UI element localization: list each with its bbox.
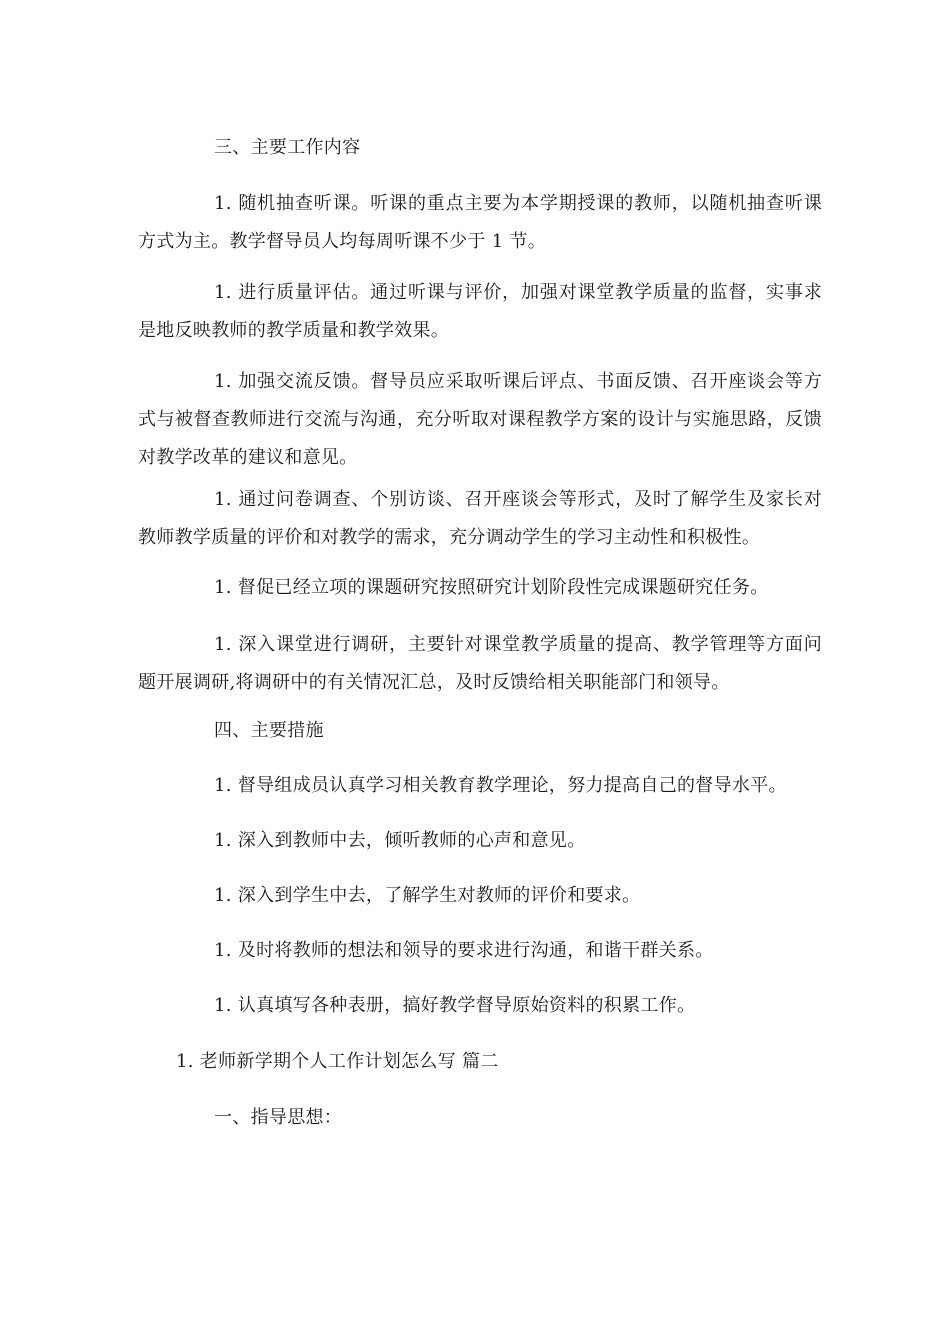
paragraph-survey: 1. 通过问卷调查、个别访谈、召开座谈会等形式，及时了解学生及家长对教师教学质量的评价和对教学的需求，充分调动学生的学习主动性和积极性。 — [138, 489, 822, 548]
measure-item: 1. 深入到教师中去，倾听教师的心声和意见。 — [214, 830, 586, 851]
heading-main-measures: 四、主要措施 — [214, 720, 324, 741]
paragraph-feedback: 1. 加强交流反馈。督导员应采取听课后评点、书面反馈、召开座谈会等方式与被督查教师进行交流与沟通，充分听取对课程教学方案的设计与实施思路，反馈对教学改革的建议和意见。 — [138, 371, 822, 468]
measure-item: 1. 及时将教师的想法和领导的要求进行沟通，和谐干群关系。 — [214, 940, 714, 961]
measure-item: 1. 深入到学生中去，了解学生对教师的评价和要求。 — [214, 885, 641, 906]
paragraph-random-inspection: 1. 随机抽查听课。听课的重点主要为本学期授课的教师，以随机抽查听课方式为主。教学督导员人均每周听课不少于 1 节。 — [138, 193, 822, 252]
heading-main-work: 三、主要工作内容 — [214, 137, 361, 158]
paragraph-quality-evaluation: 1. 进行质量评估。通过听课与评价，加强对课堂教学质量的监督，实事求是地反映教师的教学质量和教学效果。 — [138, 282, 822, 341]
measure-item: 1. 认真填写各种表册，搞好教学督导原始资料的积累工作。 — [214, 995, 696, 1016]
heading-guiding-ideology: 一、指导思想： — [214, 1107, 343, 1128]
measure-item: 1. 督导组成员认真学习相关教育教学理论，努力提高自己的督导水平。 — [214, 775, 787, 796]
paragraph-classroom-research: 1. 深入课堂进行调研，主要针对课堂教学质量的提高、教学管理等方面问题开展调研,将调研中的有关情况汇总，及时反馈给相关职能部门和领导。 — [138, 634, 822, 693]
section-title: 1. 老师新学期个人工作计划怎么写 篇二 — [176, 1051, 499, 1072]
paragraph-research: 1. 督促已经立项的课题研究按照研究计划阶段性完成课题研究任务。 — [214, 577, 769, 598]
